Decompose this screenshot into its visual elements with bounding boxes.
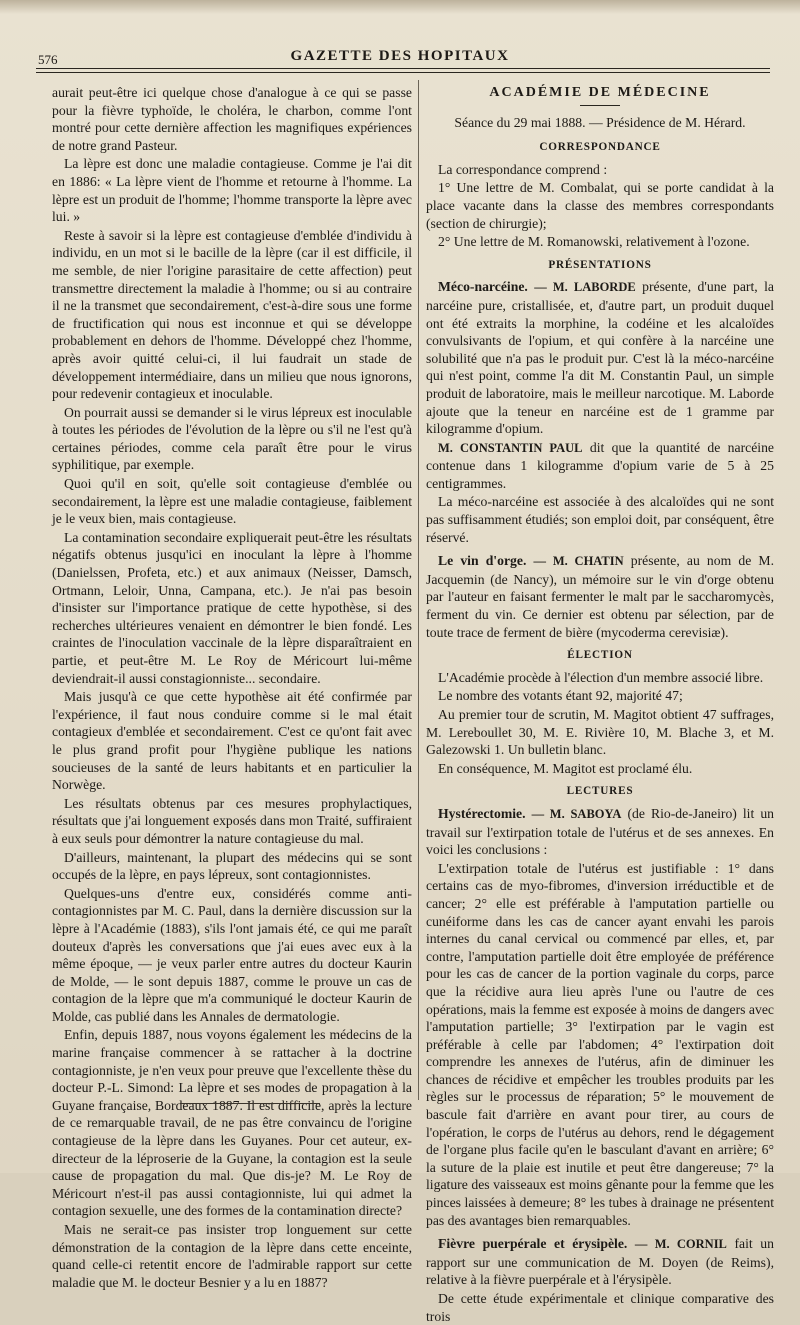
page-header (30, 48, 770, 70)
paragraph: On pourrait aussi se demander si le virus lépreux est inoculable à toutes les périodes de l'évolution de la lèpre ou s'il ne l'est qu'à certaines périodes, comme cela paraît être pour le virus syphilitique, par exemple. (52, 404, 412, 473)
lead-title: Méco-narcéine. (438, 279, 528, 295)
paragraph: 1° Une lettre de M. Combalat, qui se porte candidat à la place vacante dans la classe des membres correspondants (section de chirurgie); (426, 180, 774, 231)
paragraph: Quoi qu'il en soit, qu'elle soit contagieuse d'emblée ou secondairement, la lèpre est une maladie contagieuse, faiblement je le veux bien, mais contagieuse. (52, 476, 412, 527)
lead-title: Le vin d'orge. (438, 553, 527, 569)
paragraph: Mais jusqu'à ce que cette hypothèse ait été confirmée par l'expérience, il faut nous conduire comme si le mal était contagieux d'emblée et secondairement. C'est ce qu'ont fait avec le plus grand profit pour l'hygiène publique les nations soucieuses de la santé de leurs habitants et en particulier la Norwège. (52, 689, 412, 793)
lead-title: Fièvre puerpérale et érysipèle. (438, 1236, 628, 1252)
lead-title: Hystérectomie. (438, 805, 526, 821)
paragraph (426, 439, 774, 493)
body-text: dit que la quantité de narcéine contenue dans 1 kilogramme d'opium varie de 5 à 25 centigrammes. (426, 439, 775, 491)
title-rule (580, 105, 620, 106)
paragraph: Enfin, depuis 1887, nous voyons également les médecins de la marine française commencer à se rattacher à la doctrine contagionniste, je n'en veux pour preuve que l'excellente thèse du docteur P.-L. Simond: La lèpre et ses modes de propagation à la Guyane française, Bordeaux 1887. Il est difficile, après la lecture de ce remarquable travail, de ne pas être convaincu de l'origine contagieuse de la lèpre dans les Guyanes. Pour cet auteur, ex-directeur de la léproserie de la Guyane, la contagion est la seule cause de propagation du mal. Que dis-je? M. Le Roy de Méricourt n'est-il pas aussi contagionniste, lui qui admet la contagion sexuelle, une des formes de la contamination directe? (52, 1027, 412, 1219)
paragraph: La méco-narcéine est associée à des alcaloïdes qui ne sont pas suffisamment étudiés; son emploi doit, par conséquent, être réservé. (426, 494, 774, 545)
body-text: présente, au nom de M. Jacquemin (de Nancy), un mémoire sur le vin d'orge obtenu par l'auteur en faisant fermenter le malt par le saccharomycès, ferment du vin. Ce dernier est obtenu par sélection, par de toute trace de ferment de bière (mycoderma cerevisiæ). (426, 553, 775, 640)
presentations-heading: PRÉSENTATIONS (548, 258, 652, 271)
author-name: — M. CHATIN (533, 554, 624, 569)
paragraph: Le nombre des votants étant 92, majorité 47; (438, 688, 683, 704)
paragraph: L'extirpation totale de l'utérus est justifiable : 1° dans certains cas de myo-fibromes, d'inversion irréductible et de cancer; 2° elle est préférable à l'amputation partielle ou cunéiforme dans les cas de cancer ayant envahi les parois internes du canal cervical ou commencé par elles, et, par contre, l'amputation partielle doit être employée de préférence pour les cas de cancer de la portion vaginale du corps, parce que la récidive aura lieu après l'une ou l'autre de ces opérations, mais la femme est exposée à moins de dangers avec l'amputation partielle; 3° l'extirpation par le vagin est préférable à celle par l'abdomen; 4° l'extirpation doit comprendre les annexes de l'utérus, afin de diminuer les chances de récidive et empêcher les troubles produits par les règles sur le processus de réparation; 5° le mouvement de bascule fait d'arrière en avant pour tirer, au cours de l'opération, le corps de l'utérus au dehors, rend le dégagement de l'organe plus facile qu'en le basculant d'avant en arrière; 6° la suture de la plaie est inutile et peut être dangereuse; 7° la ligature des vaisseaux est moins gênante pour la femme que les pinces laissées à demeure; 8° les tubes à drainage ne présentent pas des avantages bien remarquables. (426, 860, 774, 1228)
author-name: — M. CORNIL (634, 1237, 727, 1252)
author-name: M. CONSTANTIN PAUL (438, 440, 583, 455)
author-name: — M. SABOYA (531, 806, 622, 821)
paragraph: De cette étude expérimentale et clinique comparative des trois (426, 1291, 774, 1324)
body-text: présente, d'une part, la narcéine pure, cristallisée, et, d'autre part, un produit duquel ont été extraits la morphine, la codéine et les alcaloïdes convulsivants de l'opium, et qui confère à la narcéine une solubilité que n'a pas le produit pur. C'est là la méco-narcéine qui n'est point, comme l'a dit M. Constantin Paul, un simple produit de laboratoire, mais le meilleur narcotique. M. Laborde ajoute que la teneur en narcéine est de 1 gramme par kilogramme d'opium. (426, 279, 774, 437)
paragraph: La correspondance comprend : (438, 161, 608, 177)
body-text: (de Rio-de-Janeiro) lit un travail sur l'extirpation totale de l'utérus et de ses annexes. En voici les conclusions : (426, 805, 775, 858)
column-divider (418, 80, 419, 1100)
section-title: ACADÉMIE DE MÉDECINE (489, 85, 711, 100)
paragraph (426, 1235, 774, 1289)
paragraph: 2° Une lettre de M. Romanowski, relativement à l'ozone. (438, 234, 750, 250)
paragraph: aurait peut-être ici quelque chose d'analogue à ce qui se passe pour la fièvre typhoïde, le choléra, le charbon, comme l'ont montré pour cette dernière affection les magnifiques expériences de notre grand Pasteur. (52, 85, 412, 153)
left-column (52, 84, 412, 1291)
lectures-heading: LECTURES (566, 785, 634, 798)
ornament-rule (180, 1103, 320, 1104)
paragraph (426, 805, 774, 859)
paragraph: Quelques-uns d'entre eux, considérés comme anti-contagionnistes par M. C. Paul, dans la dernière discussion sur la lèpre à l'Académie (1883), s'ils l'ont jamais été, ce qui me paraît douteux d'après les conversations que j'ai eues avec eux à la même époque, — je veux parler entre autres du docteur Kaurin de Molde, — le sont depuis 1887, comme le prouve un cas de contagion de la lèpre que m'a communiqué le docteur Kaurin de Molde, cas publié dans les Annales de dermatologie. (52, 885, 412, 1024)
session-line: Séance du 29 mai 1888. — Présidence de M. Hérard. (454, 114, 746, 130)
paragraph: La contamination secondaire expliquerait peut-être les résultats négatifs obtenus jusqu'ici en inoculant la lèpre à l'homme (Danielssen, Profeta, etc.) et aux animaux (Neisser, Damsch, Ortmann, Leloir, Unna, Campana, etc.). Je n'ai pas besoin d'insister sur l'importance pratique de cette hypothèse, si des recherches ultérieures venaient en démontrer le bien fondé. Les craintes de l'inoculation vaccinale de la lèpre disparaîtraient en partie, et peut-être M. Le Roy de Méricourt lui-même deviendrait-il aussi constagionniste... secondaire. (52, 529, 412, 686)
paragraph: Mais ne serait-ce pas insister trop longuement sur cette démonstration de la contagion de la lèpre dans cette enceinte, quand celle-ci retentit encore de l'admirable rapport sur cette maladie que M. le docteur Besnier y a lu en 1887? (52, 1222, 412, 1290)
body-text: fait un rapport sur une communication de M. Doyen (de Reims), relative à la fièvre puerpérale et à l'érysipèle. (426, 1236, 774, 1288)
paragraph (426, 278, 774, 437)
correspondance-heading: CORRESPONDANCE (539, 141, 661, 154)
author-name: — M. LABORDE (534, 280, 636, 295)
election-heading: ÉLECTION (567, 649, 633, 662)
running-title: GAZETTE DES HOPITAUX (290, 48, 510, 64)
paragraph: Reste à savoir si la lèpre est contagieuse d'emblée d'individu à individu, en un mot si le bacille de la lèpre (car il est difficile, il me semble, de nier l'origine parasitaire de cette affection) peut transmettre directement la maladie à l'homme; ou si au contraire il ne la transmet que secondairement, c'est-à-dire sous une forme de fructification qui nous est inconnue et qui se développe probablement en dehors de l'homme. Développé chez l'homme, après avoir quitté celui-ci, il lui faudrait un stade de développement intermédiaire, dans un milieu que nous ignorons, pour redevenir contagieux et inoculable. (52, 227, 412, 402)
paragraph: Au premier tour de scrutin, M. Magitot obtient 47 suffrages, M. Lereboullet 30, M. E. Rivière 10, M. Blache 3, et M. Galezowski 1. Un bulletin blanc. (426, 707, 774, 758)
paragraph: D'ailleurs, maintenant, la plupart des médecins qui se sont occupés de la lèpre, en pays lépreux, sont contagionnistes. (52, 849, 412, 883)
paragraph (426, 552, 774, 641)
header-rule (36, 68, 770, 69)
paragraph: En conséquence, M. Magitot est proclamé élu. (438, 760, 693, 776)
paragraph: Les résultats obtenus par ces mesures prophylactiques, résultats que j'ai longuement exposés dans mon Traité, suffiraient à eux seuls pour démontrer la nature contagieuse du mal. (52, 795, 412, 846)
page-edge-shadow (0, 0, 800, 14)
right-column (426, 84, 774, 1325)
end-ornament (180, 1098, 320, 1108)
paragraph: L'Académie procède à l'élection d'un membre associé libre. (438, 669, 764, 685)
page-number: 576 (38, 52, 58, 67)
header-rule-thin (36, 72, 770, 73)
paragraph: La lèpre est donc une maladie contagieuse. Comme je l'ai dit en 1886: « La lèpre vient de l'homme et retourne à l'homme. La lèpre est un produit de l'homme; l'homme transporte la lèpre avec lui. » (52, 156, 412, 225)
